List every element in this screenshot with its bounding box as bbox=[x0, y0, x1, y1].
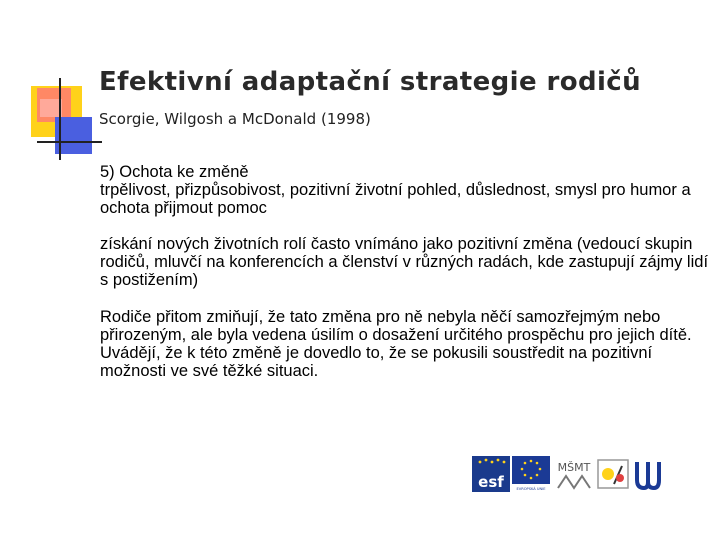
slide-title: Efektivní adaptační strategie rodičů bbox=[99, 67, 642, 97]
paragraph-2: získání nových životních rolí často vnímáno jako pozitivní změna (vedoucí skupin rodičů, mluvčí na konferencích a členství v různých radách, kde zastupují zájmy lidí s postižením) bbox=[100, 235, 709, 289]
eu-logo-caption: EVROPSKÁ UNIE bbox=[516, 487, 546, 491]
section-text: trpělivost, přizpůsobivost, pozitivní životní pohled, důslednost, smysl pro humor a ochota přijmout pomoc bbox=[100, 181, 691, 217]
paragraph-3 bbox=[100, 308, 712, 380]
slide-body bbox=[100, 163, 712, 380]
decor-horizontal-line bbox=[37, 141, 102, 143]
partner-logos bbox=[472, 456, 662, 496]
msmt-logo bbox=[554, 456, 594, 492]
mu-logo bbox=[634, 456, 662, 492]
paragraph-3-text: Rodiče přitom zmiňují, že tato změna pro ně nebyla něčí samozřejmým nebo přirozeným, ale byla vedena úsilím o dosažení určitého prospěchu pro jejich dítě. Uvádějí, že k této změně je dovedlo to, že se pokusili soustředit na pozitivní možnosti ve své těžké situaci. bbox=[100, 308, 692, 380]
slide-subtitle: Scorgie, Wilgosh a McDonald (1998) bbox=[99, 110, 371, 128]
esf-logo-text: esf bbox=[478, 473, 504, 491]
esf-logo bbox=[472, 456, 510, 492]
eu-flag-logo bbox=[512, 456, 550, 492]
section-heading: 5) Ochota ke změně bbox=[100, 163, 249, 181]
op-vk-logo bbox=[596, 456, 632, 492]
msmt-logo-text: MŠMT bbox=[557, 461, 591, 474]
paragraph-1 bbox=[100, 163, 712, 217]
decor-vertical-line bbox=[59, 78, 61, 160]
